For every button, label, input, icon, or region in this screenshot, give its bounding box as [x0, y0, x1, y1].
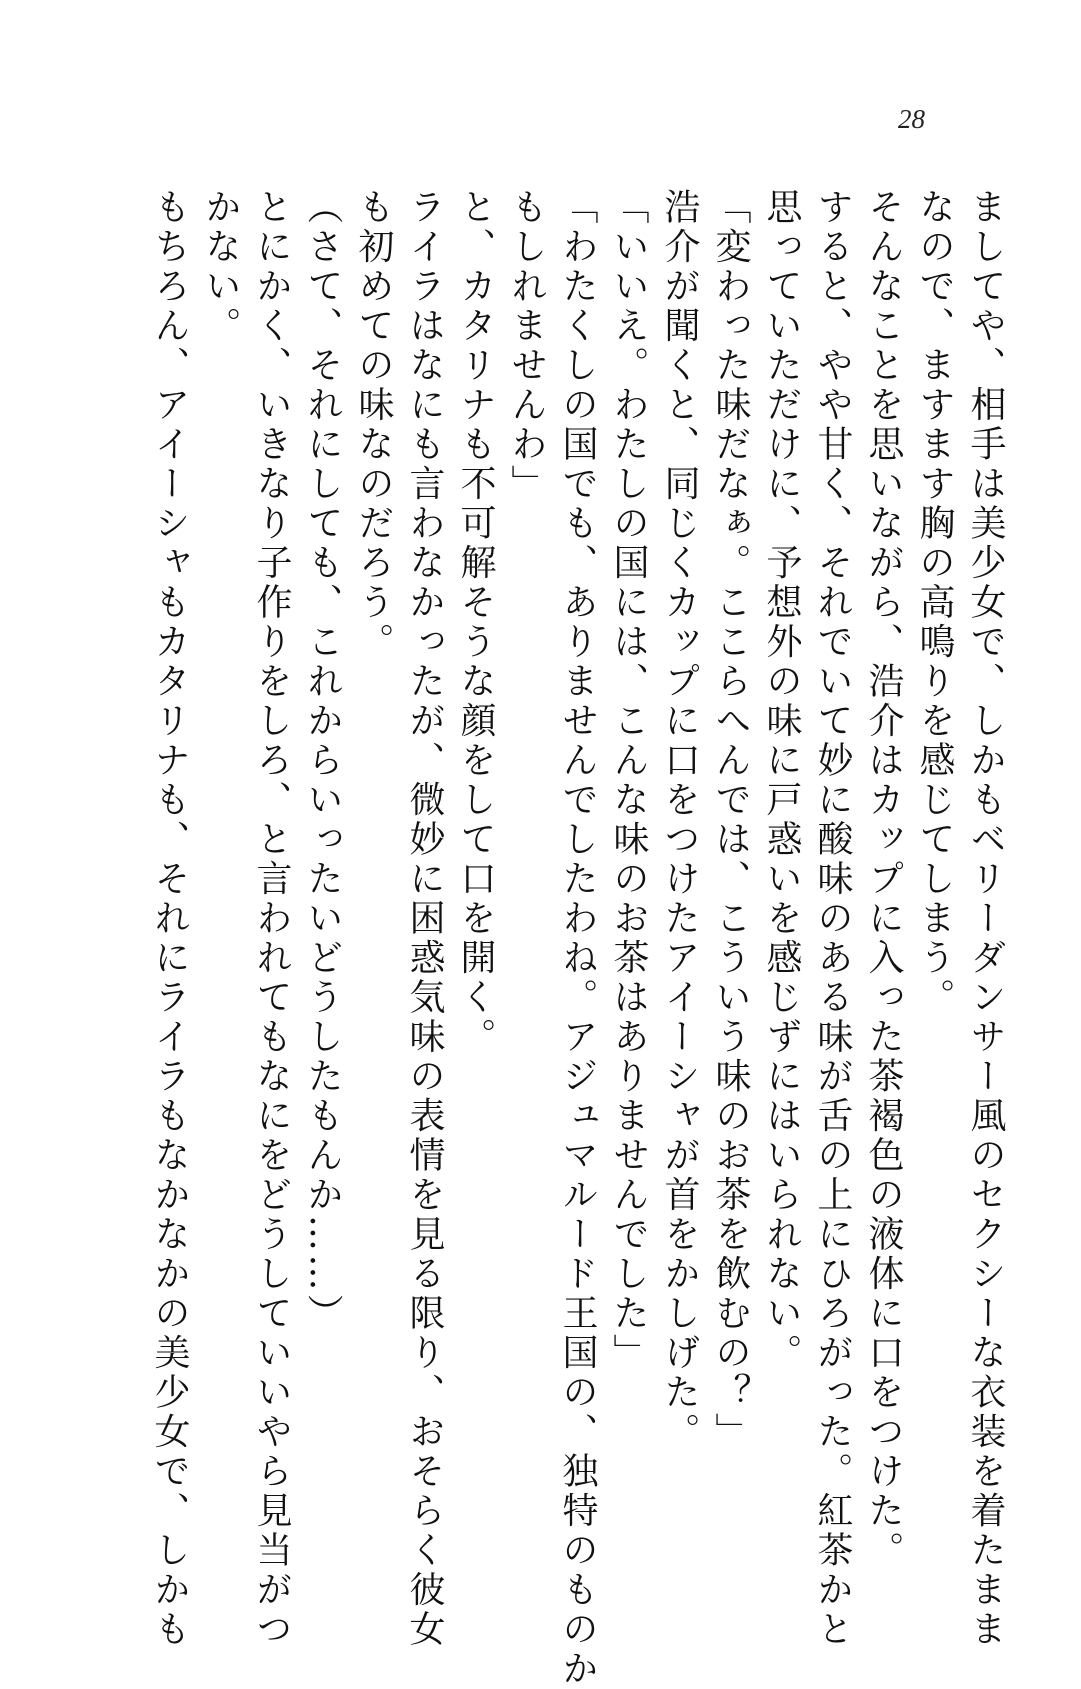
page-number: 28: [898, 104, 925, 134]
text-line: もしれませんわ」: [506, 188, 547, 504]
text-line: もちろん、アイーシャもカタリナも、それにライラもなかなかの美少女で、しかも: [149, 188, 190, 1650]
text-line: ましてや、相手は美少女で、しかもベリーダンサー風のセクシーな衣装を着たまま: [965, 188, 1006, 1650]
text-line: そんなことを思いながら、浩介はカップに入った茶褐色の液体に口をつけた。: [863, 188, 904, 1571]
text-line: 「わたくしの国でも、ありませんでしたわね。アジュマルード王国の、独特のものか: [557, 188, 598, 1689]
text-line: 「いいえ。わたしの国には、こんな味のお茶はありませんでした」: [608, 188, 649, 1373]
text-line: も初めての味なのだろう。: [353, 188, 394, 662]
text-line: 浩介が聞くと、同じくカップに口をつけたアイーシャが首をかしげた。: [659, 188, 700, 1452]
text-line: 「変わった味だなぁ。ここらへんでは、こういう味のお茶を飲むの？」: [710, 188, 751, 1452]
text-line: ライラはなにも言わなかったが、微妙に困惑気味の表情を見る限り、おそらく彼女: [404, 188, 445, 1650]
text-line: かない。: [200, 188, 241, 346]
text-line: なので、ますます胸の高鳴りを感じてしまう。: [914, 188, 955, 1018]
text-line: とにかく、いきなり子作りをしろ、と言われてもなにをどうしていいやら見当がつ: [251, 188, 292, 1650]
text-line: と、カタリナも不可解そうな顔をして口を開く。: [455, 188, 496, 1057]
text-line: 思っていただけに、予想外の味に戸惑いを感じずにはいられない。: [761, 188, 802, 1373]
text-line: すると、やや甘く、それでいて妙に酸味のある味が舌の上にひろがった。紅茶かと: [812, 188, 853, 1650]
text-line: （さて、それにしても、これからいったいどうしたもんか……）: [302, 188, 343, 1334]
body-text: [111, 188, 1011, 1689]
